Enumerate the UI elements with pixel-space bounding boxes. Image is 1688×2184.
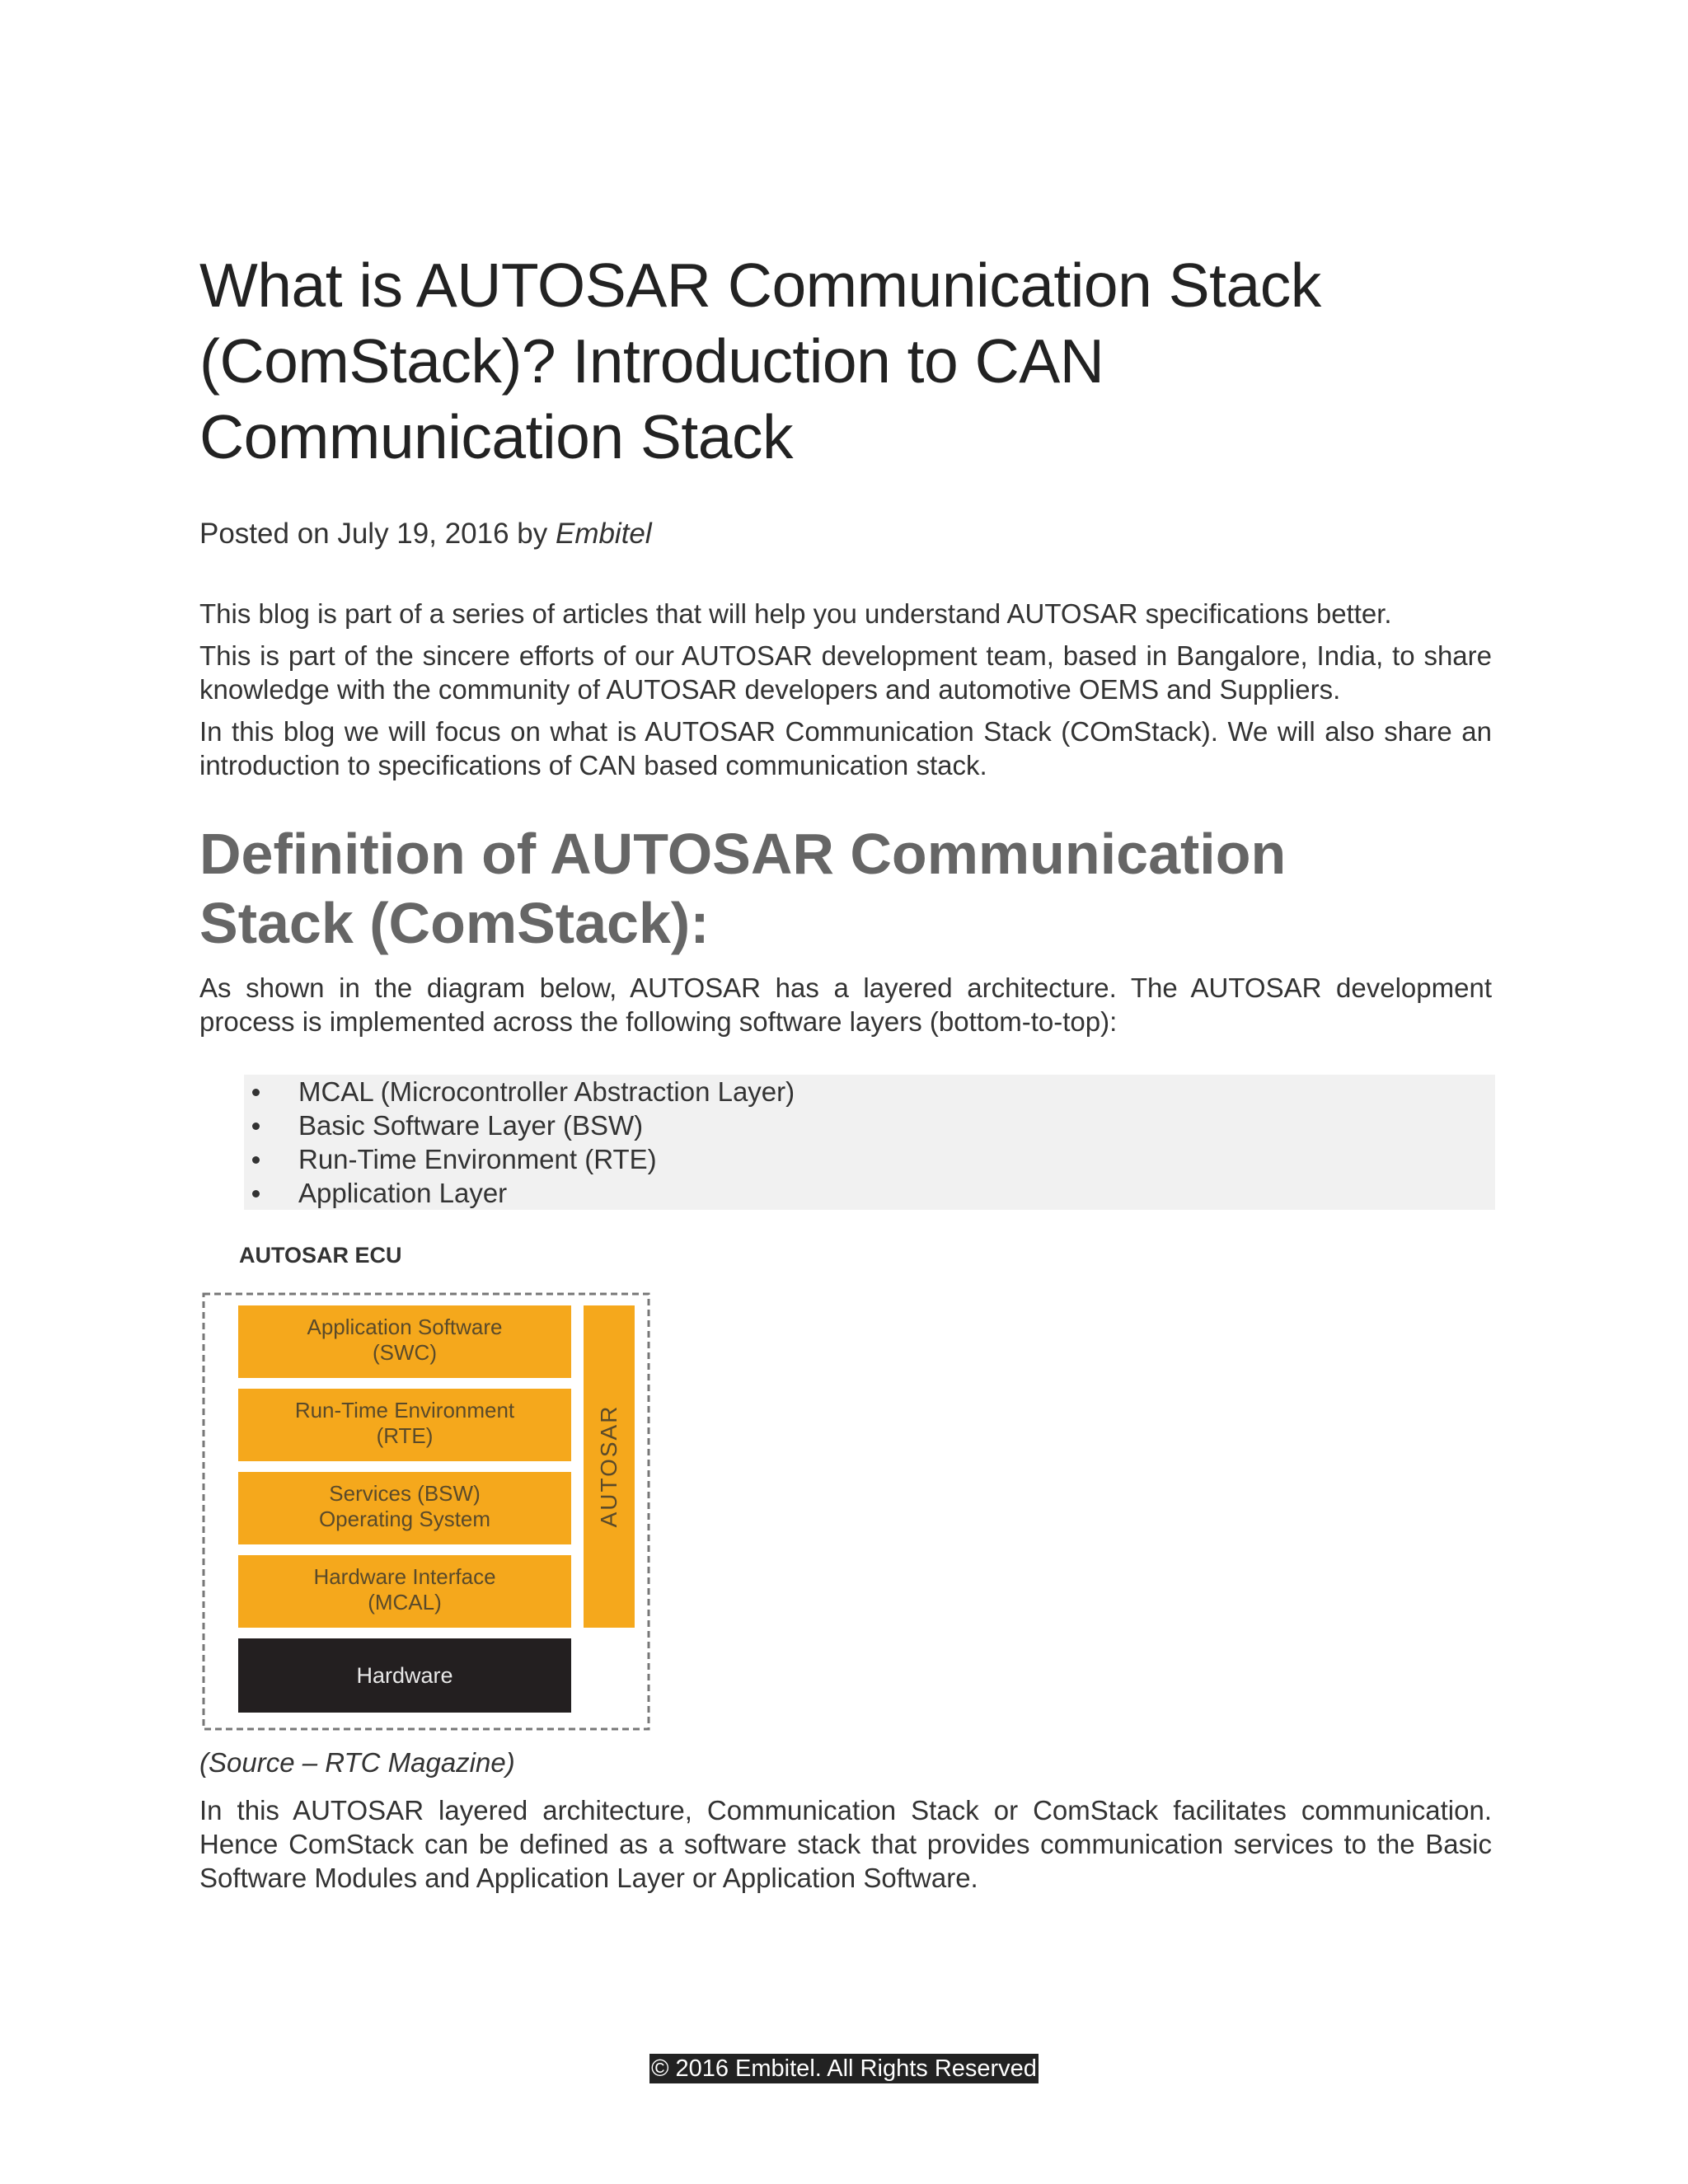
layer-box-label: Hardware Interface <box>313 1564 496 1589</box>
hardware-label: Hardware <box>356 1663 453 1688</box>
intro-paragraph: In this blog we will focus on what is AUTOSAR Communication Stack (COmStack). We will also share an introduction to specifications of CAN based communication stack. <box>199 716 1492 780</box>
image-source: (Source – RTC Magazine) <box>199 1747 515 1778</box>
autosar-ecu-diagram <box>199 1235 661 1762</box>
layer-box-label: (RTE) <box>376 1423 434 1448</box>
layer-box-label: (MCAL) <box>368 1590 442 1615</box>
list-item: MCAL (Microcontroller Abstraction Layer) <box>244 1075 1495 1108</box>
copyright: © 2016 Embitel. All Rights Reserved <box>651 2055 1037 2082</box>
layer-list <box>244 1075 1495 1210</box>
list-item: Run-Time Environment (RTE) <box>244 1142 1495 1176</box>
title-line: (ComStack)? Introduction to CAN <box>199 326 1104 396</box>
list-item: Basic Software Layer (BSW) <box>244 1108 1495 1142</box>
article <box>199 247 1492 1895</box>
page-title <box>199 247 1492 475</box>
layer-box-label: Run-Time Environment <box>294 1398 515 1422</box>
title-line: What is AUTOSAR Communication Stack <box>199 251 1321 320</box>
section-intro: As shown in the diagram below, AUTOSAR has a layered architecture. The AUTOSAR development process is implemented across the following software layers (bottom-to-top): <box>199 972 1492 1037</box>
section-heading-line: Stack (ComStack): <box>199 891 710 955</box>
list-item: Application Layer <box>244 1176 1495 1210</box>
footer <box>0 2055 1688 2083</box>
intro-paragraph: This blog is part of a series of articles that will help you understand AUTOSAR specifications better. <box>199 598 1392 629</box>
layer-box-label: Operating System <box>318 1507 491 1531</box>
section-heading-line: Definition of AUTOSAR Communication <box>199 822 1287 886</box>
diagram-svg <box>199 1235 661 1762</box>
intro-paragraph: This is part of the sincere efforts of our AUTOSAR development team, based in Bangalore, India, to share knowledge with the community of AUTOSAR developers and automotive OEMS and Suppliers. <box>199 640 1492 705</box>
diagram-title: AUTOSAR ECU <box>239 1243 402 1268</box>
autosar-side-label: AUTOSAR <box>596 1404 621 1528</box>
byline <box>199 518 1492 551</box>
layer-box-label: (SWC) <box>373 1340 437 1365</box>
title-line: Communication Stack <box>199 402 793 471</box>
closing-paragraph: In this AUTOSAR layered architecture, Communication Stack or ComStack facilitates communication. Hence ComStack can be defined as a software stack that provides communication services to the Basic Software Modules and Application Layer or Application Software. <box>199 1795 1492 1893</box>
layer-box-label: Application Software <box>307 1315 503 1339</box>
section-heading <box>199 819 1492 958</box>
layer-box-label: Services (BSW) <box>329 1481 481 1506</box>
author-name: Embitel <box>555 518 652 550</box>
byline-prefix: Posted on July 19, 2016 by <box>199 518 556 550</box>
